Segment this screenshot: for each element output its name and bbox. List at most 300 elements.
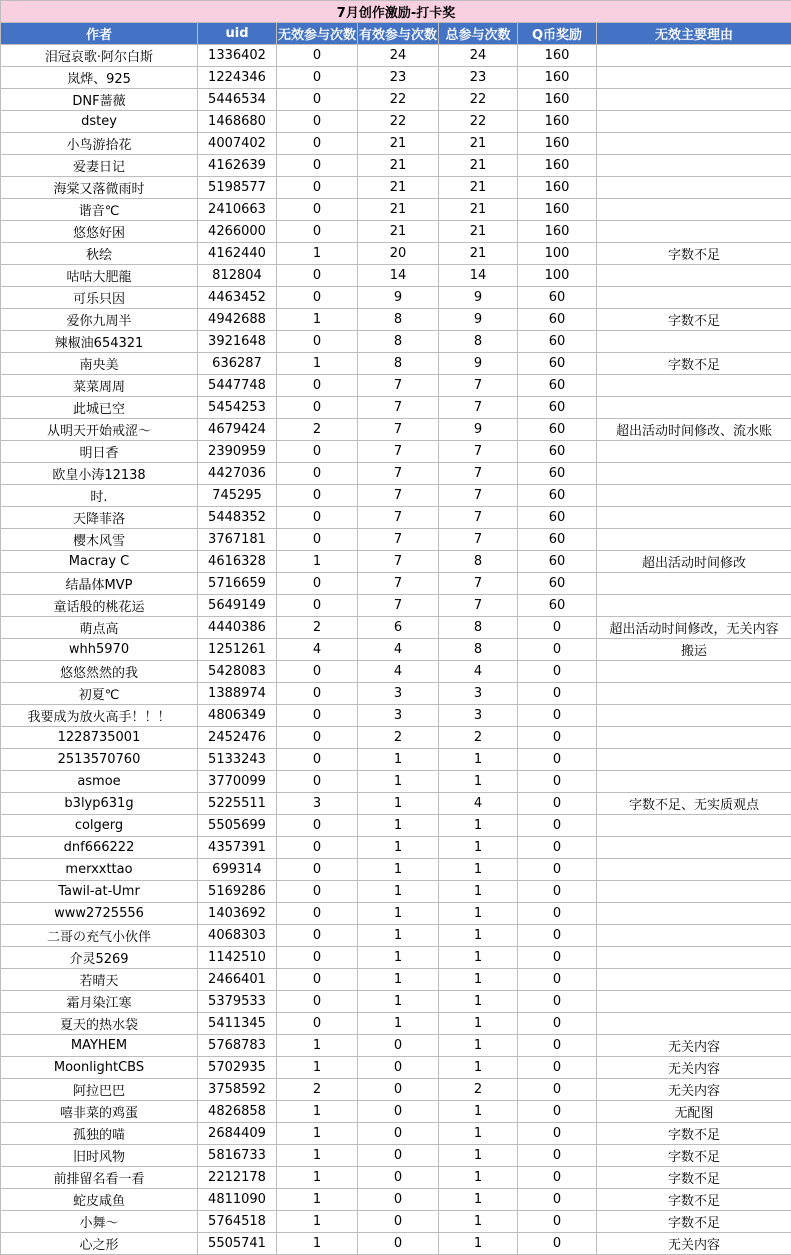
table-row	[1, 1189, 791, 1211]
cell-author: 悠悠然然的我	[1, 661, 198, 683]
cell-valid-count: 0	[358, 1123, 439, 1145]
cell-author: 心之形	[1, 1233, 198, 1255]
table-row	[1, 155, 791, 177]
cell-author: 介灵5269	[1, 947, 198, 969]
cell-valid-count: 7	[358, 419, 439, 441]
cell-qcoin-reward: 0	[518, 1057, 597, 1079]
cell-valid-count: 1	[358, 991, 439, 1013]
cell-valid-count: 1	[358, 947, 439, 969]
cell-qcoin-reward: 60	[518, 485, 597, 507]
cell-invalid-count: 0	[277, 89, 358, 111]
cell-valid-count: 24	[358, 45, 439, 67]
header-uid: uid	[198, 23, 277, 45]
cell-author: Tawil-at-Umr	[1, 881, 198, 903]
cell-author: DNF蔷薇	[1, 89, 198, 111]
cell-qcoin-reward: 0	[518, 661, 597, 683]
cell-valid-count: 4	[358, 639, 439, 661]
cell-total-count: 1	[439, 749, 518, 771]
cell-author: 菜菜周周	[1, 375, 198, 397]
cell-total-count: 1	[439, 1167, 518, 1189]
cell-author: Macray C	[1, 551, 198, 573]
cell-author: 二哥の充气小伙伴	[1, 925, 198, 947]
cell-invalid-count: 0	[277, 573, 358, 595]
cell-total-count: 1	[439, 881, 518, 903]
cell-author: b3lyp631g	[1, 793, 198, 815]
table-row	[1, 727, 791, 749]
cell-uid: 5505741	[198, 1233, 277, 1255]
cell-valid-count: 22	[358, 89, 439, 111]
cell-invalid-count: 0	[277, 969, 358, 991]
cell-valid-count: 1	[358, 859, 439, 881]
cell-uid: 4463452	[198, 287, 277, 309]
cell-author: 旧时风物	[1, 1145, 198, 1167]
table-row	[1, 991, 791, 1013]
cell-author: colgerg	[1, 815, 198, 837]
cell-author: 2513570760	[1, 749, 198, 771]
cell-qcoin-reward: 160	[518, 67, 597, 89]
cell-total-count: 1	[439, 1035, 518, 1057]
cell-uid: 3758592	[198, 1079, 277, 1101]
table-row	[1, 485, 791, 507]
cell-invalid-count: 1	[277, 1035, 358, 1057]
table-row	[1, 507, 791, 529]
cell-qcoin-reward: 160	[518, 89, 597, 111]
cell-uid: 1403692	[198, 903, 277, 925]
cell-invalid-count: 1	[277, 1101, 358, 1123]
cell-author: 岚烨、925	[1, 67, 198, 89]
title-row	[1, 1, 791, 23]
cell-qcoin-reward: 160	[518, 155, 597, 177]
cell-qcoin-reward: 100	[518, 265, 597, 287]
cell-uid: 2684409	[198, 1123, 277, 1145]
cell-valid-count: 7	[358, 441, 439, 463]
cell-total-count: 4	[439, 661, 518, 683]
cell-uid: 5169286	[198, 881, 277, 903]
cell-qcoin-reward: 0	[518, 991, 597, 1013]
cell-total-count: 22	[439, 111, 518, 133]
cell-invalid-reason	[597, 595, 791, 617]
cell-author: 欧皇小涛12138	[1, 463, 198, 485]
table-row	[1, 111, 791, 133]
table-row	[1, 67, 791, 89]
cell-uid: 4811090	[198, 1189, 277, 1211]
cell-uid: 2452476	[198, 727, 277, 749]
cell-total-count: 1	[439, 903, 518, 925]
cell-qcoin-reward: 60	[518, 287, 597, 309]
cell-valid-count: 1	[358, 969, 439, 991]
table-row	[1, 419, 791, 441]
cell-uid: 5379533	[198, 991, 277, 1013]
cell-total-count: 21	[439, 155, 518, 177]
cell-valid-count: 0	[358, 1101, 439, 1123]
table-row	[1, 331, 791, 353]
cell-qcoin-reward: 0	[518, 1167, 597, 1189]
cell-uid: 5768783	[198, 1035, 277, 1057]
cell-invalid-reason	[597, 837, 791, 859]
cell-invalid-count: 0	[277, 925, 358, 947]
cell-author: 辣椒油654321	[1, 331, 198, 353]
cell-qcoin-reward: 0	[518, 749, 597, 771]
cell-valid-count: 7	[358, 595, 439, 617]
cell-valid-count: 0	[358, 1211, 439, 1233]
cell-qcoin-reward: 60	[518, 529, 597, 551]
cell-uid: 1468680	[198, 111, 277, 133]
cell-valid-count: 7	[358, 529, 439, 551]
table-row	[1, 45, 791, 67]
cell-uid: 4266000	[198, 221, 277, 243]
cell-invalid-reason: 字数不足	[597, 1123, 791, 1145]
cell-uid: 4942688	[198, 309, 277, 331]
cell-invalid-count: 0	[277, 837, 358, 859]
cell-uid: 5816733	[198, 1145, 277, 1167]
cell-valid-count: 0	[358, 1079, 439, 1101]
cell-invalid-count: 1	[277, 353, 358, 375]
table-row	[1, 1123, 791, 1145]
cell-invalid-count: 0	[277, 991, 358, 1013]
cell-author: 小舞～	[1, 1211, 198, 1233]
cell-total-count: 21	[439, 177, 518, 199]
cell-uid: 4068303	[198, 925, 277, 947]
cell-qcoin-reward: 160	[518, 111, 597, 133]
cell-invalid-count: 1	[277, 1167, 358, 1189]
cell-uid: 5764518	[198, 1211, 277, 1233]
cell-uid: 5225511	[198, 793, 277, 815]
cell-total-count: 1	[439, 1013, 518, 1035]
table-row	[1, 221, 791, 243]
cell-invalid-count: 0	[277, 947, 358, 969]
cell-uid: 4440386	[198, 617, 277, 639]
table-row	[1, 177, 791, 199]
cell-author: 小鸟游拾花	[1, 133, 198, 155]
cell-qcoin-reward: 0	[518, 705, 597, 727]
cell-qcoin-reward: 60	[518, 419, 597, 441]
cell-author: 咕咕大肥龍	[1, 265, 198, 287]
cell-qcoin-reward: 60	[518, 397, 597, 419]
cell-valid-count: 8	[358, 353, 439, 375]
cell-uid: 5454253	[198, 397, 277, 419]
cell-qcoin-reward: 0	[518, 1101, 597, 1123]
cell-invalid-count: 2	[277, 1079, 358, 1101]
cell-invalid-count: 0	[277, 221, 358, 243]
cell-valid-count: 3	[358, 683, 439, 705]
cell-author: 可乐只因	[1, 287, 198, 309]
cell-uid: 5198577	[198, 177, 277, 199]
cell-total-count: 21	[439, 243, 518, 265]
cell-uid: 5649149	[198, 595, 277, 617]
cell-invalid-reason: 无关内容	[597, 1233, 791, 1255]
table-row	[1, 441, 791, 463]
cell-valid-count: 7	[358, 507, 439, 529]
table-row	[1, 639, 791, 661]
cell-invalid-count: 0	[277, 133, 358, 155]
table-row	[1, 771, 791, 793]
cell-invalid-reason: 超出活动时间修改	[597, 551, 791, 573]
cell-invalid-count: 0	[277, 155, 358, 177]
cell-invalid-reason	[597, 221, 791, 243]
cell-invalid-reason	[597, 925, 791, 947]
cell-qcoin-reward: 0	[518, 683, 597, 705]
table-row	[1, 1013, 791, 1035]
cell-total-count: 1	[439, 1101, 518, 1123]
cell-qcoin-reward: 0	[518, 771, 597, 793]
cell-author: 此城已空	[1, 397, 198, 419]
cell-invalid-reason: 字数不足	[597, 1211, 791, 1233]
cell-uid: 5446534	[198, 89, 277, 111]
cell-uid: 699314	[198, 859, 277, 881]
cell-total-count: 9	[439, 287, 518, 309]
cell-total-count: 1	[439, 1123, 518, 1145]
cell-invalid-reason: 字数不足	[597, 1189, 791, 1211]
cell-author: dnf666222	[1, 837, 198, 859]
cell-invalid-reason	[597, 507, 791, 529]
cell-qcoin-reward: 0	[518, 727, 597, 749]
cell-valid-count: 2	[358, 727, 439, 749]
header-invalid-count: 无效参与次数	[277, 23, 358, 45]
cell-invalid-reason: 无关内容	[597, 1057, 791, 1079]
cell-author: 初夏℃	[1, 683, 198, 705]
cell-qcoin-reward: 0	[518, 969, 597, 991]
cell-author: 前排留名看一看	[1, 1167, 198, 1189]
cell-invalid-reason	[597, 485, 791, 507]
cell-uid: 4679424	[198, 419, 277, 441]
cell-invalid-reason: 搬运	[597, 639, 791, 661]
cell-uid: 5505699	[198, 815, 277, 837]
table-row	[1, 793, 791, 815]
cell-invalid-count: 0	[277, 859, 358, 881]
cell-author: 1228735001	[1, 727, 198, 749]
cell-invalid-reason	[597, 441, 791, 463]
cell-qcoin-reward: 60	[518, 573, 597, 595]
cell-author: 从明天开始戒涩～	[1, 419, 198, 441]
cell-invalid-count: 0	[277, 441, 358, 463]
table-row	[1, 89, 791, 111]
table-body	[1, 45, 791, 1255]
cell-invalid-reason: 字数不足	[597, 1167, 791, 1189]
cell-valid-count: 1	[358, 771, 439, 793]
cell-uid: 4162639	[198, 155, 277, 177]
cell-author: 孤独的喵	[1, 1123, 198, 1145]
table-row	[1, 529, 791, 551]
cell-invalid-count: 0	[277, 749, 358, 771]
cell-invalid-count: 3	[277, 793, 358, 815]
cell-qcoin-reward: 0	[518, 1145, 597, 1167]
cell-valid-count: 6	[358, 617, 439, 639]
cell-invalid-count: 0	[277, 903, 358, 925]
cell-total-count: 1	[439, 859, 518, 881]
cell-invalid-reason	[597, 529, 791, 551]
cell-qcoin-reward: 60	[518, 551, 597, 573]
table-row	[1, 881, 791, 903]
cell-qcoin-reward: 60	[518, 331, 597, 353]
cell-author: 我要成为放火高手！！！	[1, 705, 198, 727]
cell-invalid-count: 0	[277, 177, 358, 199]
table-row	[1, 1035, 791, 1057]
cell-author: 南央美	[1, 353, 198, 375]
cell-author: 爱你九周半	[1, 309, 198, 331]
table-row	[1, 551, 791, 573]
cell-author: merxxttao	[1, 859, 198, 881]
cell-invalid-reason	[597, 265, 791, 287]
cell-author: dstey	[1, 111, 198, 133]
cell-author: www2725556	[1, 903, 198, 925]
cell-invalid-reason	[597, 89, 791, 111]
cell-valid-count: 0	[358, 1035, 439, 1057]
cell-total-count: 9	[439, 419, 518, 441]
cell-uid: 1388974	[198, 683, 277, 705]
cell-total-count: 1	[439, 969, 518, 991]
cell-total-count: 8	[439, 331, 518, 353]
cell-total-count: 22	[439, 89, 518, 111]
cell-qcoin-reward: 0	[518, 859, 597, 881]
cell-invalid-count: 0	[277, 111, 358, 133]
cell-valid-count: 8	[358, 331, 439, 353]
cell-total-count: 8	[439, 551, 518, 573]
cell-author: 嘻非菜的鸡蛋	[1, 1101, 198, 1123]
cell-valid-count: 1	[358, 837, 439, 859]
cell-uid: 4616328	[198, 551, 277, 573]
cell-invalid-count: 0	[277, 1013, 358, 1035]
table-row	[1, 837, 791, 859]
header-valid-count: 有效参与次数	[358, 23, 439, 45]
cell-qcoin-reward: 0	[518, 1079, 597, 1101]
cell-invalid-reason	[597, 199, 791, 221]
header-invalid-reason: 无效主要理由	[597, 23, 791, 45]
cell-invalid-reason	[597, 903, 791, 925]
cell-total-count: 7	[439, 573, 518, 595]
cell-valid-count: 14	[358, 265, 439, 287]
cell-author: asmoe	[1, 771, 198, 793]
cell-total-count: 3	[439, 705, 518, 727]
cell-invalid-count: 0	[277, 265, 358, 287]
cell-valid-count: 21	[358, 155, 439, 177]
cell-valid-count: 1	[358, 815, 439, 837]
cell-invalid-reason	[597, 133, 791, 155]
table-row	[1, 925, 791, 947]
cell-author: 蛇皮咸鱼	[1, 1189, 198, 1211]
cell-author: 童话般的桃花运	[1, 595, 198, 617]
cell-qcoin-reward: 60	[518, 507, 597, 529]
cell-author: whh5970	[1, 639, 198, 661]
cell-invalid-reason: 字数不足、无实质观点	[597, 793, 791, 815]
cell-total-count: 7	[439, 485, 518, 507]
cell-total-count: 24	[439, 45, 518, 67]
cell-total-count: 1	[439, 947, 518, 969]
cell-author: MAYHEM	[1, 1035, 198, 1057]
cell-invalid-count: 0	[277, 507, 358, 529]
cell-total-count: 9	[439, 353, 518, 375]
table-title: 7月创作激励-打卡奖	[1, 1, 791, 23]
cell-author: 时.	[1, 485, 198, 507]
table-row	[1, 617, 791, 639]
table-row	[1, 397, 791, 419]
cell-author: 阿拉巴巴	[1, 1079, 198, 1101]
cell-total-count: 3	[439, 683, 518, 705]
cell-qcoin-reward: 60	[518, 353, 597, 375]
cell-author: 泪冠哀歌·阿尔白斯	[1, 45, 198, 67]
cell-valid-count: 1	[358, 793, 439, 815]
cell-valid-count: 4	[358, 661, 439, 683]
cell-valid-count: 0	[358, 1167, 439, 1189]
cell-invalid-count: 2	[277, 617, 358, 639]
cell-valid-count: 3	[358, 705, 439, 727]
cell-qcoin-reward: 160	[518, 45, 597, 67]
cell-author: 天降菲洛	[1, 507, 198, 529]
cell-invalid-reason	[597, 683, 791, 705]
cell-valid-count: 21	[358, 221, 439, 243]
cell-uid: 5133243	[198, 749, 277, 771]
cell-valid-count: 1	[358, 749, 439, 771]
cell-total-count: 1	[439, 925, 518, 947]
table-row	[1, 1057, 791, 1079]
cell-invalid-count: 0	[277, 683, 358, 705]
table-row	[1, 133, 791, 155]
cell-valid-count: 20	[358, 243, 439, 265]
table-row	[1, 595, 791, 617]
cell-qcoin-reward: 60	[518, 309, 597, 331]
cell-invalid-reason	[597, 573, 791, 595]
cell-qcoin-reward: 0	[518, 1189, 597, 1211]
cell-invalid-count: 0	[277, 881, 358, 903]
cell-qcoin-reward: 0	[518, 837, 597, 859]
cell-invalid-count: 4	[277, 639, 358, 661]
cell-uid: 4007402	[198, 133, 277, 155]
cell-total-count: 1	[439, 815, 518, 837]
cell-invalid-reason	[597, 991, 791, 1013]
cell-invalid-reason	[597, 881, 791, 903]
table-row	[1, 1233, 791, 1255]
cell-qcoin-reward: 60	[518, 595, 597, 617]
table-row	[1, 903, 791, 925]
cell-qcoin-reward: 60	[518, 463, 597, 485]
cell-invalid-reason: 无配图	[597, 1101, 791, 1123]
cell-uid: 3921648	[198, 331, 277, 353]
table-row	[1, 199, 791, 221]
cell-invalid-count: 0	[277, 287, 358, 309]
table-row	[1, 815, 791, 837]
cell-invalid-reason	[597, 375, 791, 397]
cell-invalid-count: 0	[277, 463, 358, 485]
cell-total-count: 14	[439, 265, 518, 287]
cell-qcoin-reward: 160	[518, 177, 597, 199]
cell-author: 若晴天	[1, 969, 198, 991]
cell-valid-count: 7	[358, 551, 439, 573]
cell-invalid-reason: 无关内容	[597, 1079, 791, 1101]
cell-uid: 636287	[198, 353, 277, 375]
cell-uid: 5716659	[198, 573, 277, 595]
header-author: 作者	[1, 23, 198, 45]
cell-valid-count: 22	[358, 111, 439, 133]
cell-invalid-count: 1	[277, 1189, 358, 1211]
cell-uid: 4427036	[198, 463, 277, 485]
table-row	[1, 749, 791, 771]
cell-invalid-count: 0	[277, 199, 358, 221]
table-row	[1, 705, 791, 727]
cell-valid-count: 7	[358, 573, 439, 595]
cell-qcoin-reward: 0	[518, 1035, 597, 1057]
cell-total-count: 1	[439, 1233, 518, 1255]
cell-uid: 5411345	[198, 1013, 277, 1035]
cell-valid-count: 21	[358, 199, 439, 221]
cell-total-count: 2	[439, 727, 518, 749]
cell-total-count: 1	[439, 837, 518, 859]
cell-invalid-reason	[597, 771, 791, 793]
cell-total-count: 21	[439, 133, 518, 155]
cell-invalid-reason	[597, 661, 791, 683]
cell-total-count: 1	[439, 991, 518, 1013]
cell-qcoin-reward: 0	[518, 617, 597, 639]
cell-uid: 1224346	[198, 67, 277, 89]
cell-invalid-count: 0	[277, 815, 358, 837]
